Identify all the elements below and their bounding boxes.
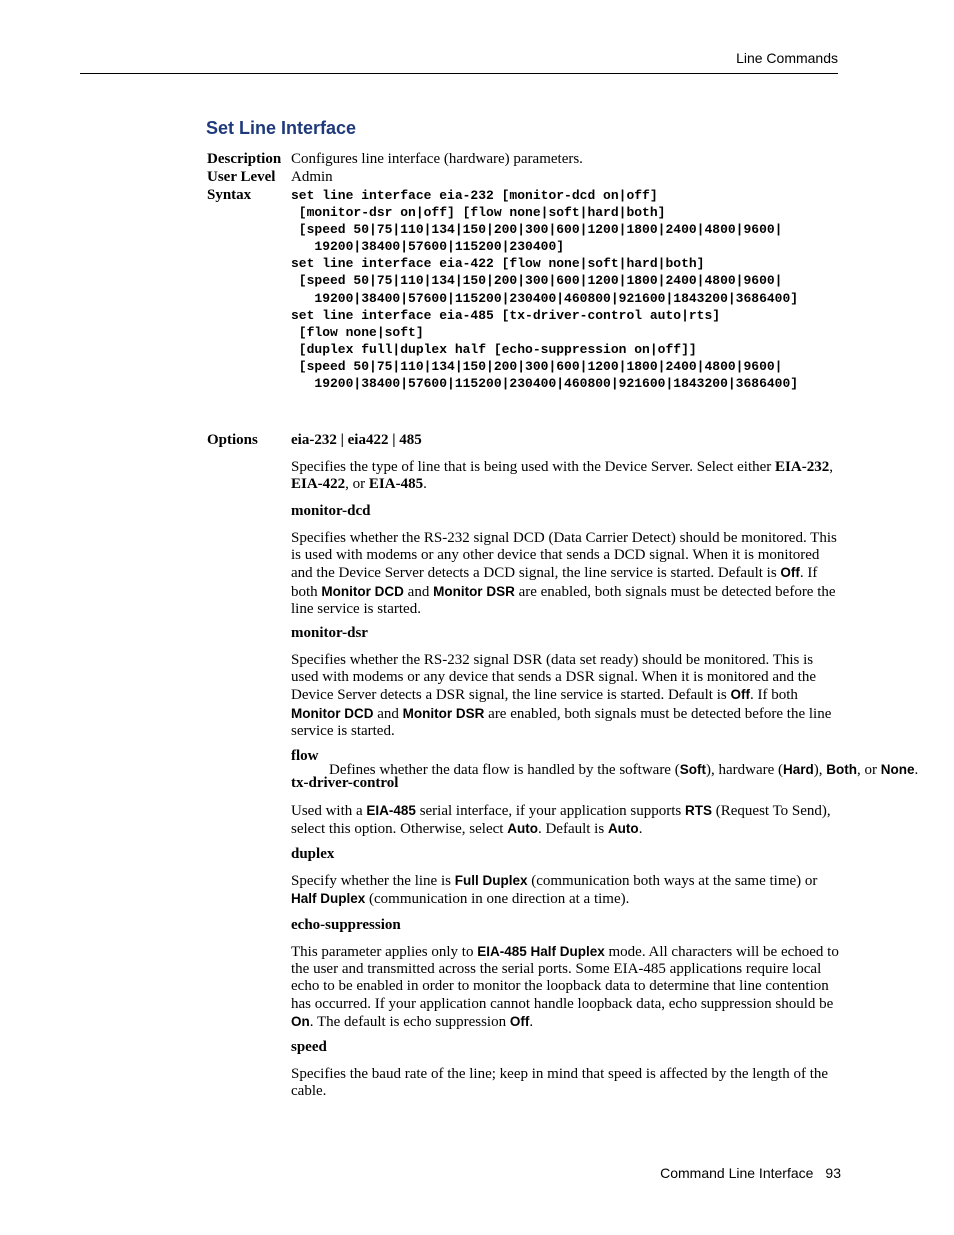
syntax-block (291, 187, 798, 392)
user-level-label: User Level (207, 169, 276, 185)
text-run: This parameter applies only to (291, 944, 478, 960)
keyword: EIA-485 Half Duplex (477, 944, 605, 959)
text-run: Used with a (291, 803, 367, 819)
option-monitor-dcd-text (291, 530, 843, 618)
text-run: Specifies whether the RS-232 signal DSR (data set ready) should be monitored. This is used with modems or any device that sends a DSR signal. When it is monitored and the Device Server detects a DSR signal, the line service is started. Default is (291, 652, 817, 704)
option-heading: monitor-dcd (291, 503, 371, 519)
keyword: Soft (679, 762, 706, 777)
option-duplex (291, 846, 843, 863)
options-label: Options (207, 432, 258, 448)
option-eia (291, 432, 843, 449)
text-run: Specifies whether the RS-232 signal DCD (Data Carrier Detect) should be monitored. This is used with modems or any other device that sends a DCD signal. When it is monitored and the Device Server detects a DCD signal, the line service is started. Default is (291, 530, 837, 582)
option-heading: speed (291, 1039, 327, 1055)
syntax-line: set line interface eia-232 [monitor-dcd on|off] (291, 188, 658, 203)
keyword: Half Duplex (291, 891, 366, 907)
option-heading: echo-suppression (291, 917, 401, 933)
syntax-line: 19200|38400|57600|115200|230400|460800|921600|1843200|3686400] (291, 290, 799, 306)
description-text: Configures line interface (hardware) parameters. (291, 151, 583, 167)
text-run: . (423, 476, 427, 493)
keyword: On (291, 1013, 310, 1029)
option-monitor-dsr-text (291, 652, 843, 740)
option-speed-text (291, 1066, 843, 1100)
syntax-line: set line interface eia-422 [flow none|soft|hard|both] (291, 256, 705, 272)
page-footer (660, 1165, 841, 1181)
text-run: Specifies the type of line that is being used with the Device Server. Select either (291, 459, 776, 475)
keyword: Monitor DSR (402, 705, 485, 721)
option-tx-driver-control (291, 775, 843, 792)
syntax-line: [speed 50|75|110|134|150|200|300|600|1200|1800|2400|4800|9600| (291, 273, 783, 289)
option-echo-suppression (291, 917, 843, 934)
keyword: Both (826, 762, 858, 777)
keyword: Off (730, 687, 750, 703)
header-rule (80, 73, 838, 74)
text-run: Specifies the baud rate of the line; keep in mind that speed is affected by the length of the cable. (291, 1066, 829, 1100)
syntax-line: [monitor-dsr on|off] [flow none|soft|hard|both] (291, 205, 666, 221)
keyword: Off (780, 565, 800, 581)
running-header: Line Commands (736, 50, 838, 66)
page-title: Set Line Interface (206, 118, 357, 138)
option-monitor-dsr (291, 625, 843, 642)
description-label: Description (207, 151, 282, 167)
syntax-line: set line interface eia-485 [tx-driver-control auto|rts] (291, 307, 721, 323)
text-run: ), hardware ( (705, 762, 784, 778)
keyword: Hard (783, 762, 814, 777)
text-run: . (914, 762, 919, 778)
text-run: . (529, 1013, 534, 1030)
keyword: EIA-485 (368, 476, 424, 493)
option-heading: flow (291, 748, 319, 764)
option-heading: tx-driver-control (291, 775, 399, 791)
text-run: mode. All characters will be echoed to the user and transmitted across the serial ports. Some EIA-485 applications require local echo to be enabled in order to monitor the loopback data to determine that line contention has occurred. If your application cannot handle loopback data, echo suppression should be (291, 944, 839, 1012)
keyword: Auto (507, 821, 538, 837)
text-run: serial interface, if your application supports (415, 803, 686, 819)
text-run: Defines whether the data flow is handled by the software ( (329, 762, 680, 778)
text-run: and (403, 583, 434, 600)
option-eia-text (291, 459, 843, 493)
keyword: Full Duplex (454, 873, 528, 888)
option-heading: duplex (291, 846, 335, 862)
text-run: . If both (291, 565, 818, 600)
text-run: (communication in one direction at a time). (365, 891, 630, 908)
text-run: (communication both ways at the same time) or (527, 873, 818, 889)
text-run: ), (813, 762, 827, 778)
syntax-line: 19200|38400|57600|115200|230400|460800|921600|1843200|3686400] (291, 376, 799, 392)
keyword: Off (509, 1013, 530, 1029)
text-run: (Request To Send), select this option. Otherwise, select (291, 803, 831, 838)
keyword: EIA-232 (775, 459, 830, 475)
text-run: , or (857, 762, 881, 778)
option-heading: eia-232 | eia422 | 485 (291, 432, 422, 448)
text-run: , or (345, 476, 369, 493)
keyword: EIA-485 (366, 803, 416, 818)
option-monitor-dcd (291, 503, 843, 520)
text-run: Specify whether the line is (291, 873, 455, 889)
footer-label: Command Line Interface (660, 1165, 814, 1181)
text-run: . The default is echo suppression (309, 1013, 510, 1030)
syntax-line: [flow none|soft] (291, 324, 424, 340)
keyword: EIA-422 (291, 476, 346, 493)
syntax-line: [speed 50|75|110|134|150|200|300|600|1200|1800|2400|4800|9600| (291, 358, 783, 374)
text-run: . Default is (537, 821, 608, 838)
text-run: are enabled, both signals must be detected before the line service is started. (291, 583, 836, 617)
page-number: 93 (825, 1165, 841, 1181)
syntax-line: 19200|38400|57600|115200|230400] (291, 239, 565, 255)
keyword: Auto (607, 821, 639, 837)
syntax-line: [duplex full|duplex half [echo-suppression on|off]] (291, 341, 697, 357)
text-run: . (638, 821, 643, 838)
option-tx-driver-control-text (291, 802, 843, 838)
keyword: RTS (685, 803, 713, 818)
syntax-label: Syntax (207, 187, 252, 203)
text-run: and (373, 705, 403, 722)
user-level-text: Admin (291, 169, 333, 185)
option-heading: monitor-dsr (291, 625, 368, 641)
text-run: are enabled, both signals must be detected before the line service is started. (291, 705, 832, 739)
option-speed (291, 1039, 843, 1056)
keyword: Monitor DCD (291, 705, 374, 721)
text-run: , (829, 459, 833, 475)
text-run: . If both (749, 687, 798, 704)
option-duplex-text (291, 872, 843, 908)
option-echo-suppression-text (291, 943, 843, 1031)
syntax-line: [speed 50|75|110|134|150|200|300|600|1200|1800|2400|4800|9600| (291, 222, 783, 238)
keyword: Monitor DSR (433, 583, 515, 599)
keyword: None (880, 762, 915, 777)
keyword: Monitor DCD (321, 583, 404, 599)
